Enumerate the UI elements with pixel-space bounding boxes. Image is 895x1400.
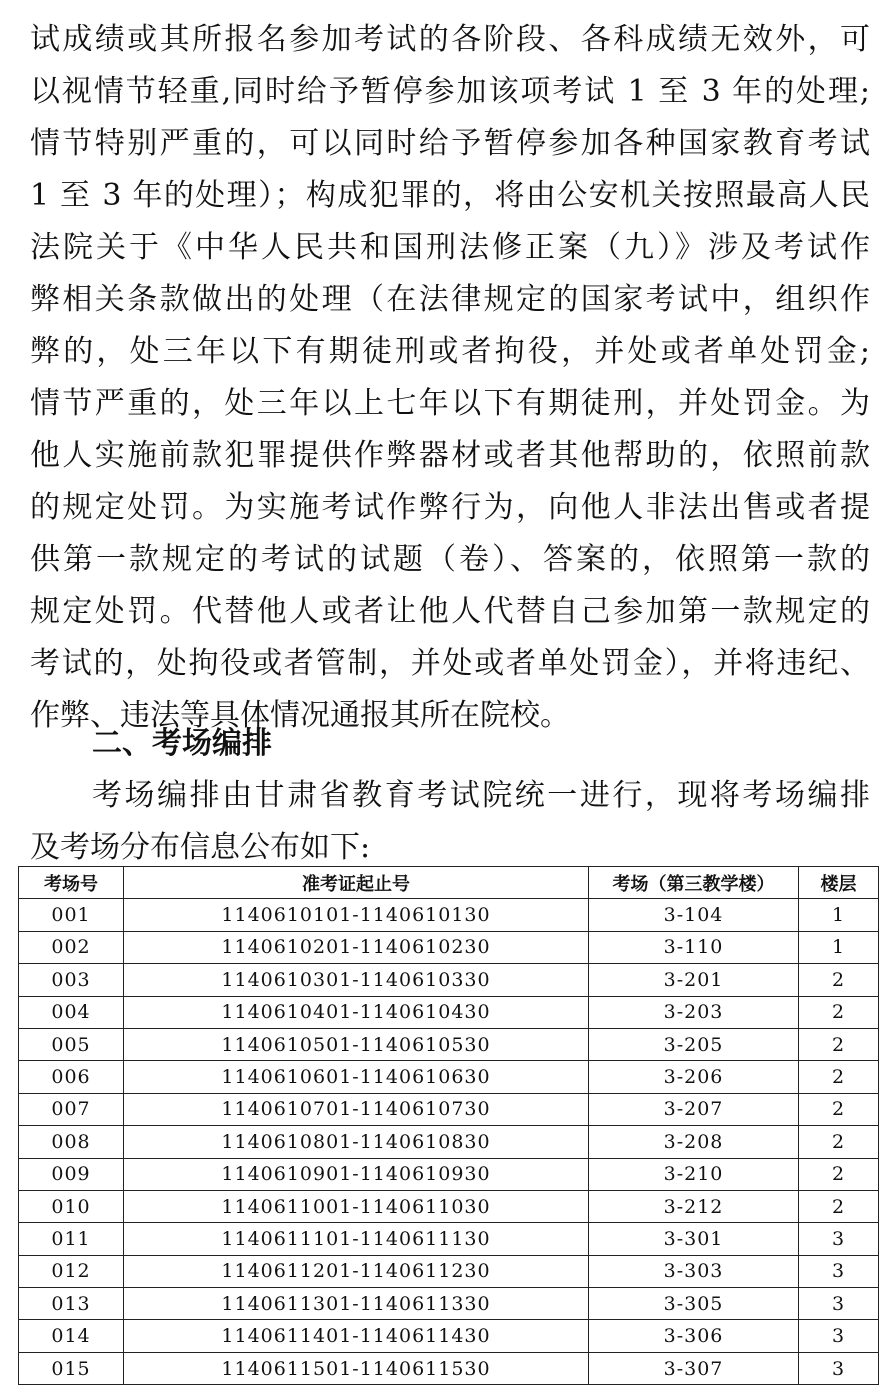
table-row [19,1158,879,1190]
ticket-range-cell: 1140611501-1140611530 [124,1352,589,1384]
table-row [19,1190,879,1222]
paragraph-line: 法院关于《中华人民共和国刑法修正案（九）》涉及考试作 [30,230,870,265]
column-header-ticket-range: 准考证起止号 [124,867,589,899]
paragraph-line: 试成绩或其所报名参加考试的各阶段、各科成绩无效外，可 [30,22,870,57]
ticket-range-cell: 1140610701-1140610730 [124,1093,589,1125]
room-number-cell: 001 [19,899,124,931]
table-header-row [19,867,879,899]
floor-cell: 2 [799,964,879,996]
table-row [19,1028,879,1060]
section-heading: 二、考场编排 [92,726,272,761]
room-cell: 3-307 [589,1352,799,1384]
room-number-cell: 008 [19,1126,124,1158]
floor-cell: 2 [799,1093,879,1125]
table-row [19,1093,879,1125]
floor-cell: 3 [799,1352,879,1384]
paragraph-line: 弊的，处三年以下有期徒刑或者拘役，并处或者单处罚金; [30,334,870,369]
paragraph-line: 情节严重的，处三年以上七年以下有期徒刑，并处罚金。为 [30,386,870,421]
floor-cell: 2 [799,996,879,1028]
floor-cell: 2 [799,1028,879,1060]
room-number-cell: 015 [19,1352,124,1384]
paragraph-line: 1 至 3 年的处理）；构成犯罪的，将由公安机关按照最高人民 [30,178,870,213]
ticket-range-cell: 1140611401-1140611430 [124,1320,589,1352]
ticket-range-cell: 1140611001-1140611030 [124,1190,589,1222]
room-number-cell: 014 [19,1320,124,1352]
table-row [19,996,879,1028]
paragraph-line: 供第一款规定的考试的试题（卷）、答案的，依照第一款的 [30,542,870,577]
exam-room-table [18,866,879,1385]
table-row [19,1288,879,1320]
paragraph-line: 弊相关条款做出的处理（在法律规定的国家考试中，组织作 [30,282,870,317]
ticket-range-cell: 1140611201-1140611230 [124,1255,589,1287]
floor-cell: 2 [799,1126,879,1158]
room-number-cell: 004 [19,996,124,1028]
room-number-cell: 003 [19,964,124,996]
column-header-room: 考场（第三教学楼） [589,867,799,899]
room-number-cell: 006 [19,1061,124,1093]
floor-cell: 1 [799,931,879,963]
paragraph-line: 以视情节轻重,同时给予暂停参加该项考试 1 至 3 年的处理; [30,74,870,109]
table-row [19,1255,879,1287]
floor-cell: 2 [799,1190,879,1222]
ticket-range-cell: 1140610501-1140610530 [124,1028,589,1060]
ticket-range-cell: 1140611301-1140611330 [124,1288,589,1320]
table-row [19,1320,879,1352]
floor-cell: 3 [799,1288,879,1320]
intro-line: 及考场分布信息公布如下: [30,830,371,865]
room-cell: 3-207 [589,1093,799,1125]
room-cell: 3-201 [589,964,799,996]
column-header-floor: 楼层 [799,867,879,899]
room-number-cell: 012 [19,1255,124,1287]
table-row [19,899,879,931]
room-number-cell: 005 [19,1028,124,1060]
room-cell: 3-303 [589,1255,799,1287]
table-row [19,1061,879,1093]
floor-cell: 1 [799,899,879,931]
room-number-cell: 013 [19,1288,124,1320]
regulation-paragraph [30,14,870,742]
ticket-range-cell: 1140610101-1140610130 [124,899,589,931]
table-body [19,899,879,1385]
room-cell: 3-306 [589,1320,799,1352]
room-cell: 3-212 [589,1190,799,1222]
paragraph-line: 情节特别严重的，可以同时给予暂停参加各种国家教育考试 [30,126,870,161]
paragraph-line: 的规定处罚。为实施考试作弊行为，向他人非法出售或者提 [30,490,870,525]
ticket-range-cell: 1140610201-1140610230 [124,931,589,963]
room-cell: 3-301 [589,1223,799,1255]
floor-cell: 2 [799,1061,879,1093]
room-cell: 3-210 [589,1158,799,1190]
ticket-range-cell: 1140610801-1140610830 [124,1126,589,1158]
table-row [19,931,879,963]
section-intro [30,770,870,874]
room-cell: 3-208 [589,1126,799,1158]
room-cell: 3-203 [589,996,799,1028]
paragraph-line: 规定处罚。代替他人或者让他人代替自己参加第一款规定的 [30,594,870,629]
table-row [19,1126,879,1158]
table-row [19,964,879,996]
ticket-range-cell: 1140610301-1140610330 [124,964,589,996]
paragraph-line: 作弊、违法等具体情况通报其所在院校。 [30,698,570,733]
intro-line: 考场编排由甘肃省教育考试院统一进行，现将考场编排 [92,778,870,813]
table-row [19,1223,879,1255]
ticket-range-cell: 1140610401-1140610430 [124,996,589,1028]
table-row [19,1352,879,1384]
paragraph-line: 他人实施前款犯罪提供作弊器材或者其他帮助的，依照前款 [30,438,870,473]
room-number-cell: 011 [19,1223,124,1255]
ticket-range-cell: 1140610601-1140610630 [124,1061,589,1093]
floor-cell: 3 [799,1223,879,1255]
floor-cell: 2 [799,1158,879,1190]
floor-cell: 3 [799,1320,879,1352]
ticket-range-cell: 1140611101-1140611130 [124,1223,589,1255]
room-cell: 3-205 [589,1028,799,1060]
floor-cell: 3 [799,1255,879,1287]
column-header-room-number: 考场号 [19,867,124,899]
room-number-cell: 002 [19,931,124,963]
room-cell: 3-206 [589,1061,799,1093]
room-number-cell: 009 [19,1158,124,1190]
room-number-cell: 010 [19,1190,124,1222]
room-cell: 3-104 [589,899,799,931]
ticket-range-cell: 1140610901-1140610930 [124,1158,589,1190]
room-number-cell: 007 [19,1093,124,1125]
room-cell: 3-305 [589,1288,799,1320]
paragraph-line: 考试的，处拘役或者管制，并处或者单处罚金），并将违纪、 [30,646,870,681]
room-cell: 3-110 [589,931,799,963]
